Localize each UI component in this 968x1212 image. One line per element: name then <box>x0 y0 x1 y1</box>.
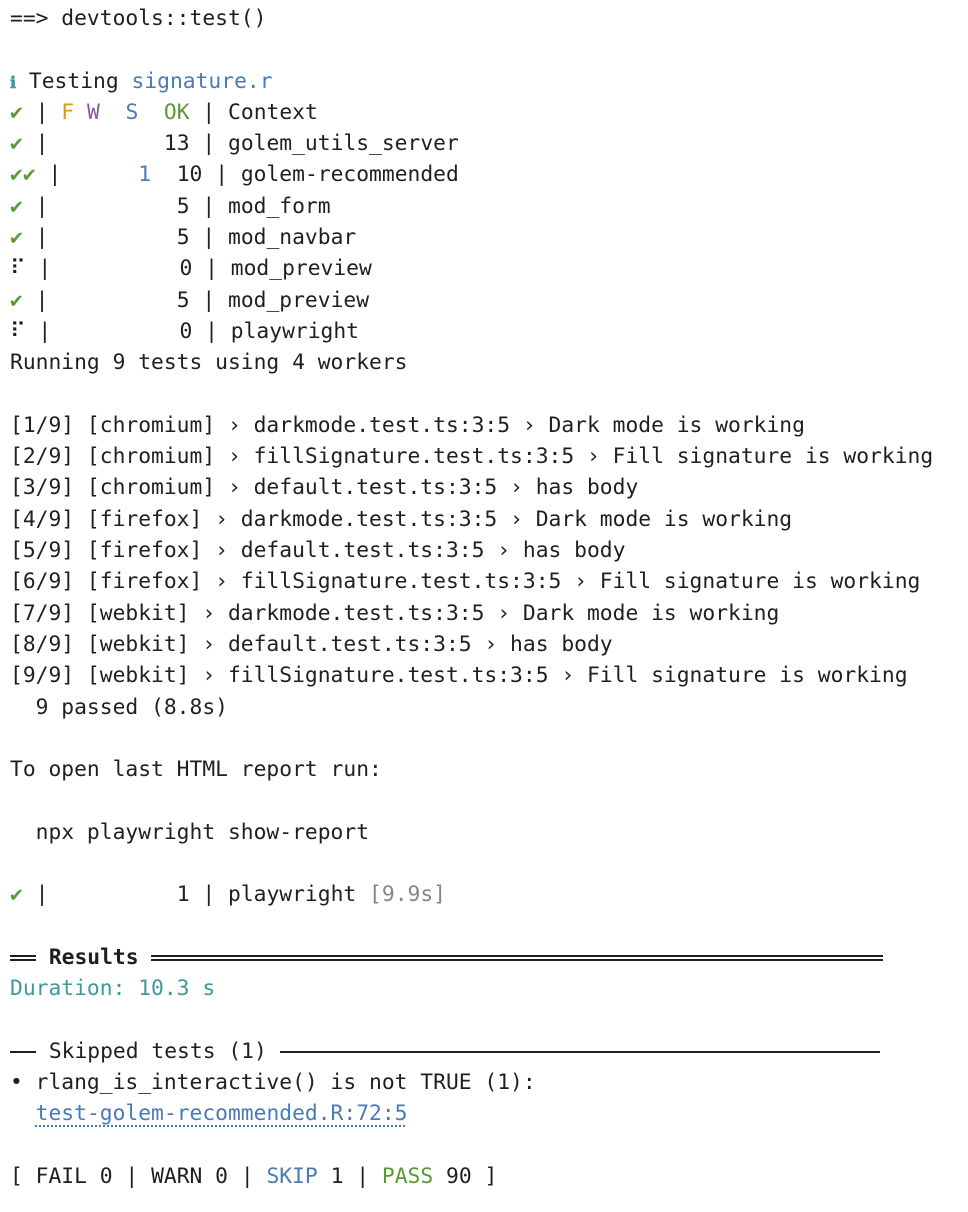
ok-count: 5 <box>176 225 190 251</box>
testing-file: signature.r <box>131 68 273 94</box>
blank-line <box>10 1005 968 1036</box>
double-rule <box>10 955 36 961</box>
summary-skip-label: SKIP <box>266 1163 318 1189</box>
header-warn: W <box>86 99 100 125</box>
test-line: [8/9] [webkit] › default.test.ts:3:5 › has body <box>10 631 613 657</box>
context-name: playwright <box>228 882 357 908</box>
check-icon: ✔ <box>10 131 23 157</box>
elapsed-time: [9.9s] <box>369 882 446 908</box>
result-row: ⠏ | 0 | playwright <box>10 318 359 344</box>
result-row: ⠏ | 0 | mod_preview <box>10 256 372 282</box>
single-rule <box>10 1051 36 1053</box>
double-check-icon: ✔✔ <box>10 162 36 188</box>
header-skip: S <box>125 99 139 125</box>
summary-warn: WARN 0 <box>151 1163 228 1189</box>
result-row: ✔ | 5 | mod_form <box>10 193 331 219</box>
context-name: mod_preview <box>230 256 372 282</box>
context-name: golem_utils_server <box>228 131 459 157</box>
ok-count: 0 <box>179 256 193 282</box>
testing-line <box>10 66 968 97</box>
spinner-icon: ⠏ <box>10 318 26 344</box>
passed-line: 9 passed (8.8s) <box>10 694 228 720</box>
ok-count: 5 <box>176 287 190 313</box>
info-icon: ℹ <box>10 72 17 92</box>
results-title: Results <box>48 944 139 970</box>
summary-line: [ FAIL 0 | WARN 0 | SKIP 1 | PASS 90 ] <box>10 1163 498 1189</box>
result-row: ✔✔ | 1 10 | golem-recommended <box>10 162 459 188</box>
skipped-item: • rlang_is_interactive() is not TRUE (1): <box>10 1070 536 1096</box>
command-line <box>10 3 968 34</box>
summary-pass-label: PASS <box>381 1163 434 1189</box>
blank-line <box>10 379 968 410</box>
ok-count: 1 <box>176 882 190 908</box>
check-icon: ✔ <box>10 882 23 908</box>
ok-count: 10 <box>176 162 203 188</box>
blank-line <box>10 1130 968 1161</box>
testing-label: Testing <box>28 68 119 94</box>
context-name: mod_navbar <box>228 225 357 251</box>
single-rule <box>280 1051 880 1053</box>
context-name: mod_form <box>228 193 331 219</box>
skip-count: 1 <box>138 162 152 188</box>
test-line: [2/9] [chromium] › fillSignature.test.ts:3:5 › Fill signature is working <box>10 444 934 470</box>
header-context: Context <box>228 99 318 125</box>
context-name: playwright <box>230 318 359 344</box>
result-row: ✔ | 13 | golem_utils_server <box>10 131 459 157</box>
source-link[interactable]: test-golem-recommended.R:72:5 <box>35 1101 408 1127</box>
blank-line <box>10 34 968 65</box>
check-icon: ✔ <box>10 99 23 125</box>
test-line: [9/9] [webkit] › fillSignature.test.ts:3:5 › Fill signature is working <box>10 663 908 689</box>
test-line: [5/9] [firefox] › default.test.ts:3:5 › has body <box>10 538 626 564</box>
report-command: npx playwright show-report <box>10 819 370 845</box>
summary-skip-count: 1 <box>330 1163 344 1189</box>
spinner-icon: ⠏ <box>10 256 26 282</box>
skipped-link-line <box>10 1098 968 1129</box>
results-header-row: ✔ | F W S OK | Context <box>10 99 318 125</box>
double-rule <box>151 955 883 961</box>
blank-line <box>10 911 968 942</box>
context-name: mod_preview <box>228 287 370 313</box>
header-fail: F <box>61 99 75 125</box>
blank-line <box>10 785 968 816</box>
check-icon: ✔ <box>10 225 23 251</box>
ok-count: 13 <box>163 131 190 157</box>
check-icon: ✔ <box>10 193 23 219</box>
blank-line <box>10 723 968 754</box>
test-line: [7/9] [webkit] › darkmode.test.ts:3:5 › Dark mode is working <box>10 600 780 626</box>
results-heading <box>10 942 968 973</box>
skipped-title: Skipped tests (1) <box>48 1038 267 1064</box>
summary-pass-count: 90 <box>446 1163 472 1189</box>
report-hint: To open last HTML report run: <box>10 757 382 783</box>
final-result-row: ✔ | 1 | playwright [9.9s] <box>10 882 446 908</box>
context-name: golem-recommended <box>240 162 459 188</box>
header-ok: OK <box>163 99 190 125</box>
result-row: ✔ | 5 | mod_preview <box>10 287 370 313</box>
check-icon: ✔ <box>10 287 23 313</box>
blank-line <box>10 848 968 879</box>
test-line: [6/9] [firefox] › fillSignature.test.ts:3:5 › Fill signature is working <box>10 569 921 595</box>
result-row: ✔ | 5 | mod_navbar <box>10 225 357 251</box>
skipped-heading <box>10 1036 968 1067</box>
duration-line: Duration: 10.3 s <box>10 976 216 1002</box>
command-text: ==> devtools::test() <box>10 6 267 31</box>
running-line: Running 9 tests using 4 workers <box>10 350 408 376</box>
test-line: [4/9] [firefox] › darkmode.test.ts:3:5 › Dark mode is working <box>10 506 793 532</box>
summary-fail: FAIL 0 <box>35 1163 113 1189</box>
ok-count: 0 <box>179 318 193 344</box>
test-line: [1/9] [chromium] › darkmode.test.ts:3:5 › Dark mode is working <box>10 412 805 438</box>
ok-count: 5 <box>176 193 190 219</box>
test-line: [3/9] [chromium] › default.test.ts:3:5 › has body <box>10 475 639 501</box>
